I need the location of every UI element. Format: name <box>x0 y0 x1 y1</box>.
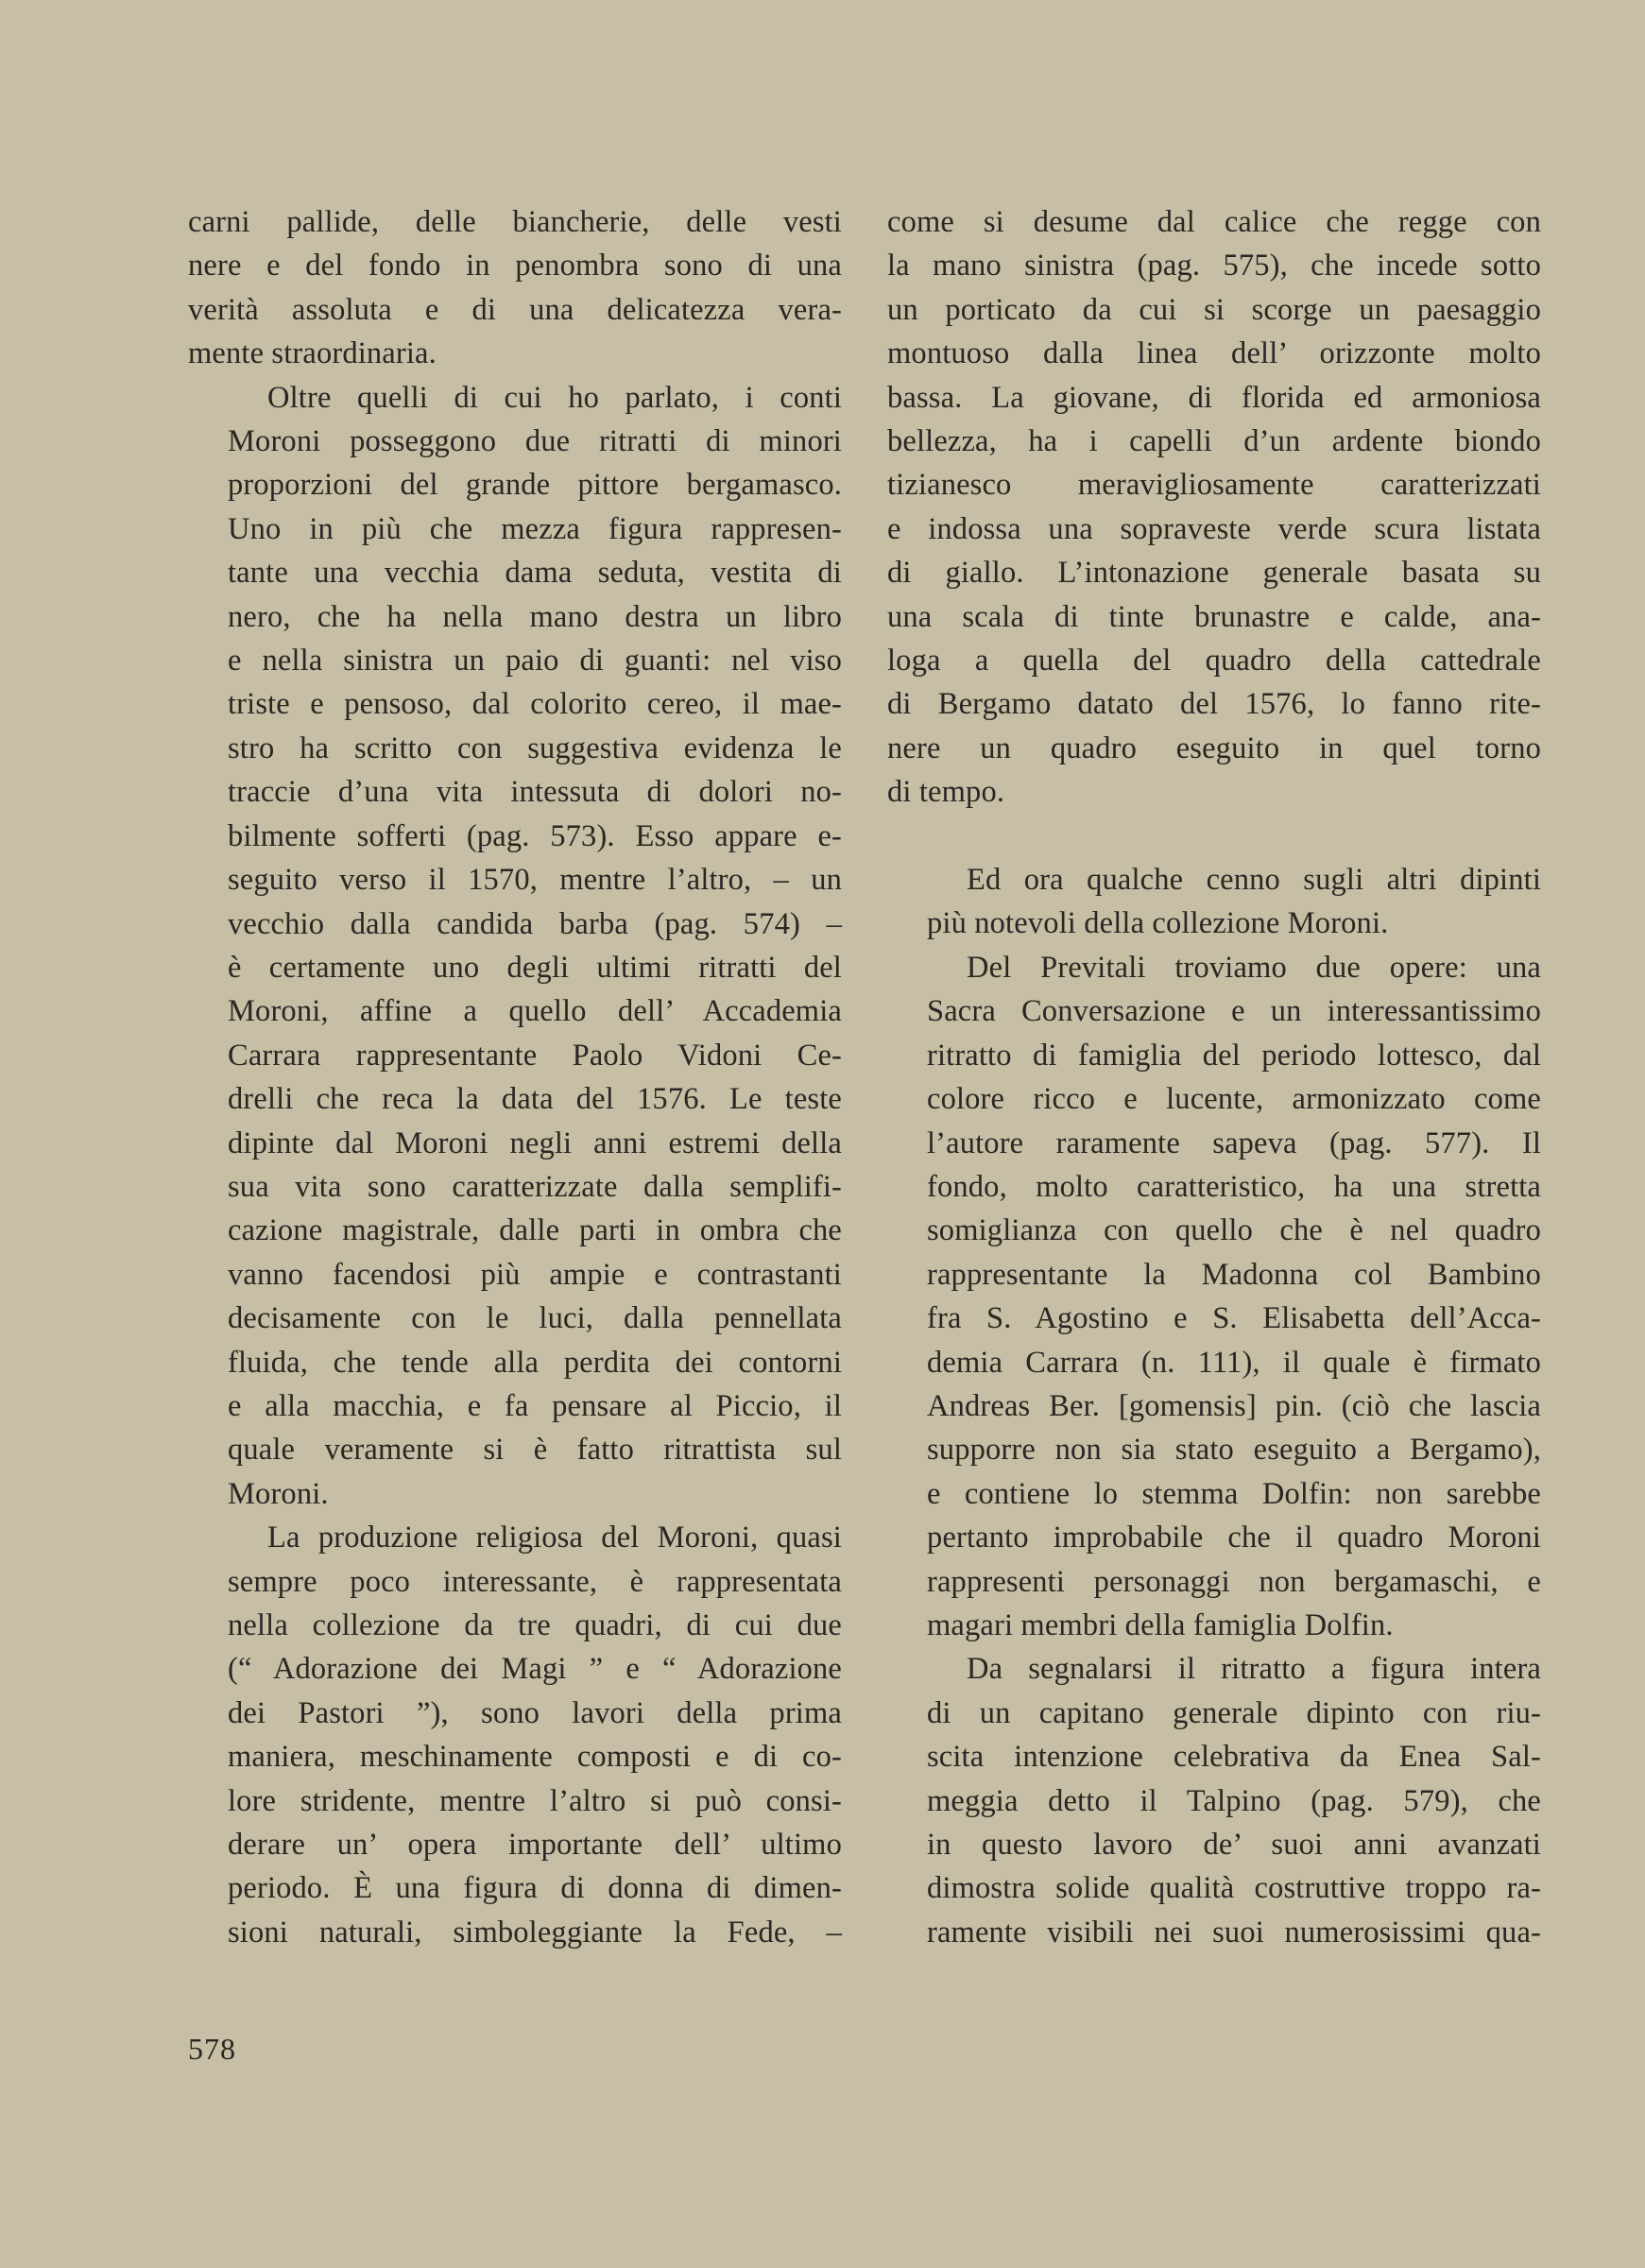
right-text-column <box>887 200 1541 1954</box>
text-line: drelli che reca la data del 1576. Le teste <box>228 1082 842 1117</box>
text-line: periodo. È una figura di donna di dimen- <box>228 1871 842 1906</box>
text-line: di Bergamo datato del 1576, lo fanno rite- <box>887 687 1541 722</box>
text-line: in questo lavoro de’ suoi anni avanzati <box>927 1828 1541 1863</box>
text-line: vecchio dalla candida barba (pag. 574) – <box>228 906 842 941</box>
paragraph <box>188 376 842 1517</box>
text-line: è certamente uno degli ultimi ritratti del <box>228 950 842 985</box>
text-line: quale veramente si è fatto ritrattista sul <box>228 1433 842 1468</box>
text-line: Uno in più che mezza figura rappresen- <box>228 511 842 546</box>
text-line: sioni naturali, simboleggiante la Fede, – <box>228 1915 842 1950</box>
text-line: nere un quadro eseguito in quel torno <box>887 730 1541 765</box>
paragraph <box>188 1516 842 1954</box>
text-line: nero, che ha nella mano destra un libro <box>228 599 842 634</box>
text-line: una scala di tinte brunastre e calde, ana- <box>887 599 1541 634</box>
text-line: ramente visibili nei suoi numerosissimi qua- <box>927 1915 1541 1950</box>
text-line: magari membri della famiglia Dolfin. <box>927 1607 1394 1642</box>
text-line: seguito verso il 1570, mentre l’altro, – un <box>228 863 842 898</box>
text-line: di giallo. L’intonazione generale basata su <box>887 556 1541 591</box>
text-line: dei Pastori ”), sono lavori della prima <box>228 1695 842 1730</box>
text-line: un porticato da cui si scorge un paesaggio <box>887 292 1541 327</box>
text-line: loga a quella del quadro della cattedrale <box>887 644 1541 679</box>
text-line: colore ricco e lucente, armonizzato come <box>927 1082 1541 1117</box>
text-line: montuoso dalla linea dell’ orizzonte molto <box>887 336 1541 371</box>
text-line: Carrara rappresentante Paolo Vidoni Ce- <box>228 1038 842 1073</box>
text-line: nere e del fondo in penombra sono di una <box>188 249 842 284</box>
paragraph <box>887 946 1541 1648</box>
text-line: bilmente sofferti (pag. 573). Esso appare e- <box>228 818 842 853</box>
text-line: Sacra Conversazione e un interessantissimo <box>927 994 1541 1029</box>
text-line: scita intenzione celebrativa da Enea Sal- <box>927 1740 1541 1775</box>
text-line: Del Previtali troviamo due opere: una <box>967 950 1541 985</box>
text-line: rappresentante la Madonna col Bambino <box>927 1257 1541 1292</box>
text-line: Moroni posseggono due ritratti di minori <box>228 424 842 459</box>
text-line: tizianesco meravigliosamente caratterizzati <box>887 468 1541 503</box>
text-line: (“ Adorazione dei Magi ” e “ Adorazione <box>228 1652 842 1687</box>
text-line: e indossa una sopraveste verde scura listata <box>887 511 1541 546</box>
text-line: traccie d’una vita intessuta di dolori no- <box>228 775 842 810</box>
text-line: fondo, molto caratteristico, ha una stretta <box>927 1169 1541 1204</box>
text-line: cazione magistrale, dalle parti in ombra che <box>228 1213 842 1248</box>
text-line: maniera, meschinamente composti e di co- <box>228 1740 842 1775</box>
text-line: di tempo. <box>887 775 1005 810</box>
text-line: meggia detto il Talpino (pag. 579), che <box>927 1783 1541 1818</box>
text-line: dipinte dal Moroni negli anni estremi della <box>228 1125 842 1160</box>
text-line: supporre non sia stato eseguito a Bergamo), <box>927 1433 1541 1468</box>
text-line: Moroni, affine a quello dell’ Accademia <box>228 994 842 1029</box>
text-line: lore stridente, mentre l’altro si può consi- <box>228 1783 842 1818</box>
text-line: stro ha scritto con suggestiva evidenza le <box>228 730 842 765</box>
text-line: sempre poco interessante, è rappresentata <box>228 1564 842 1599</box>
text-line: sua vita sono caratterizzate dalla semplifi- <box>228 1169 842 1204</box>
text-line: di un capitano generale dipinto con riu- <box>927 1695 1541 1730</box>
text-line: e alla macchia, e fa pensare al Piccio, il <box>228 1388 842 1423</box>
text-line: Da segnalarsi il ritratto a figura intera <box>967 1652 1541 1687</box>
text-line: verità assoluta e di una delicatezza vera- <box>188 292 842 327</box>
text-line: triste e pensoso, dal colorito cereo, il mae- <box>228 687 842 722</box>
text-line: decisamente con le luci, dalla pennellata <box>228 1301 842 1336</box>
text-line: e nella sinistra un paio di guanti: nel viso <box>228 644 842 679</box>
left-text-column <box>188 200 842 1954</box>
text-line: pertanto improbabile che il quadro Moroni <box>927 1521 1541 1555</box>
text-line: somiglianza con quello che è nel quadro <box>927 1213 1541 1248</box>
paragraph <box>887 1647 1541 1954</box>
text-line: nella collezione da tre quadri, di cui due <box>228 1608 842 1642</box>
text-line: bassa. La giovane, di florida ed armoniosa <box>887 380 1541 415</box>
text-line: Andreas Ber. [gomensis] pin. (ciò che lascia <box>927 1388 1541 1423</box>
text-line: demia Carrara (n. 111), il quale è firmato <box>927 1345 1541 1380</box>
text-line: Moroni. <box>228 1476 329 1511</box>
text-line: l’autore raramente sapeva (pag. 577). Il <box>927 1125 1541 1160</box>
text-line: mente straordinaria. <box>188 336 437 371</box>
text-line: Oltre quelli di cui ho parlato, i conti <box>267 380 842 415</box>
text-line: rappresenti personaggi non bergamaschi, e <box>927 1564 1541 1599</box>
paragraph <box>188 200 842 376</box>
text-line: tante una vecchia dama seduta, vestita di <box>228 556 842 591</box>
text-line: più notevoli della collezione Moroni. <box>927 906 1389 941</box>
text-line: fra S. Agostino e S. Elisabetta dell’Acca- <box>927 1301 1541 1336</box>
text-line: carni pallide, delle biancherie, delle vesti <box>188 205 842 239</box>
paragraph <box>887 200 1541 815</box>
text-line: dimostra solide qualità costruttive troppo ra- <box>927 1871 1541 1906</box>
text-line: proporzioni del grande pittore bergamasco. <box>228 468 842 503</box>
text-line: come si desume dal calice che regge con <box>887 205 1541 239</box>
paragraph <box>887 858 1541 946</box>
text-line: bellezza, ha i capelli d’un ardente biondo <box>887 424 1541 459</box>
text-line: La produzione religiosa del Moroni, quasi <box>267 1521 842 1555</box>
text-line: vanno facendosi più ampie e contrastanti <box>228 1257 842 1292</box>
text-line: Ed ora qualche cenno sugli altri dipinti <box>967 863 1541 898</box>
text-line: ritratto di famiglia del periodo lottesco, dal <box>927 1038 1541 1073</box>
text-line: la mano sinistra (pag. 575), che incede sotto <box>887 249 1541 284</box>
text-line: derare un’ opera importante dell’ ultimo <box>228 1828 842 1863</box>
text-line: e contiene lo stemma Dolfin: non sarebbe <box>927 1476 1541 1511</box>
text-line: fluida, che tende alla perdita dei contorni <box>228 1345 842 1380</box>
page-number: 578 <box>188 2032 236 2066</box>
